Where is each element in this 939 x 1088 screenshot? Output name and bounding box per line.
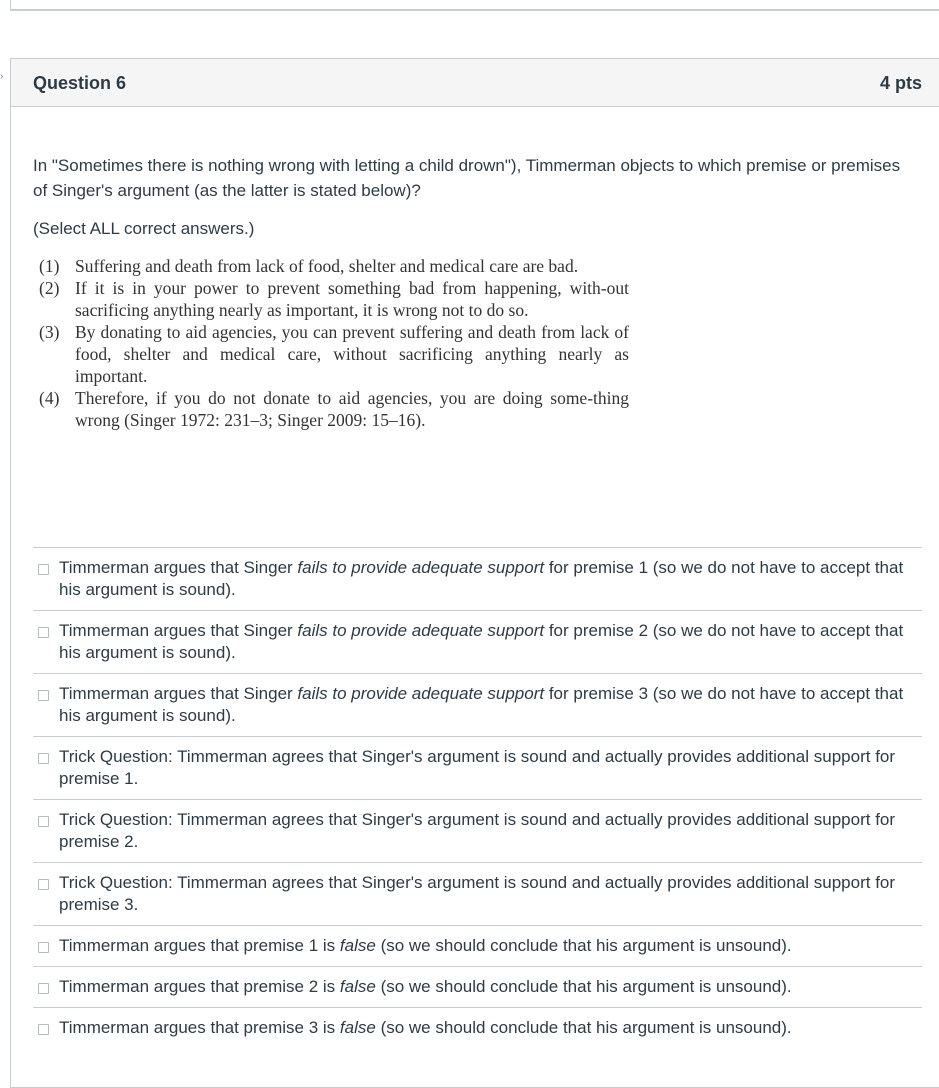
question-title: Question 6 xyxy=(33,73,127,93)
answer-checkbox[interactable] xyxy=(38,942,49,953)
answer-label: Timmerman argues that premise 2 is false (so we should conclude that his argument is unsound). xyxy=(59,977,792,996)
answer-label: Timmerman argues that premise 3 is false (so we should conclude that his argument is unsound). xyxy=(59,1018,792,1037)
answer-checkbox[interactable] xyxy=(38,983,49,994)
premise-number: (3) xyxy=(39,322,60,342)
premise-item xyxy=(39,255,629,277)
answer-list xyxy=(33,547,922,1048)
answer-option-4[interactable] xyxy=(33,736,922,799)
answer-option-2[interactable] xyxy=(33,610,922,673)
answer-option-6[interactable] xyxy=(33,862,922,925)
question-instruction: (Select ALL correct answers.) xyxy=(33,219,255,238)
question-header xyxy=(11,59,939,107)
question-card xyxy=(10,58,939,1088)
answer-label: Trick Question: Timmerman agrees that Singer's argument is sound and actually provides additional support for premise 3. xyxy=(59,873,896,914)
answer-checkbox[interactable] xyxy=(38,816,49,827)
answer-checkbox[interactable] xyxy=(38,690,49,701)
question-prompt: In "Sometimes there is nothing wrong with letting a child drown"), Timmerman objects to which premise or premises of Singer's argument (as the latter is stated below)? xyxy=(33,156,901,200)
premise-text: Therefore, if you do not donate to aid agencies, you are doing some-thing wrong (Singer 1972: 231–3; Singer 2009: 15–16). xyxy=(75,388,629,430)
premise-text: Suffering and death from lack of food, shelter and medical care are bad. xyxy=(75,256,579,276)
answer-label: Timmerman argues that Singer fails to provide adequate support for premise 3 (so we do not have to accept that his argument is sound). xyxy=(59,684,904,725)
premises-image xyxy=(39,255,629,431)
premise-text: By donating to aid agencies, you can prevent suffering and death from lack of food, shelter and medical care, without sacrificing anything nearly as important. xyxy=(75,322,629,386)
answer-option-1[interactable] xyxy=(33,547,922,610)
answer-label: Trick Question: Timmerman agrees that Singer's argument is sound and actually provides additional support for premise 2. xyxy=(59,810,896,851)
premise-item xyxy=(39,387,629,431)
answer-checkbox[interactable] xyxy=(38,1024,49,1035)
answer-checkbox[interactable] xyxy=(38,753,49,764)
premise-number: (1) xyxy=(39,256,60,276)
premise-number: (4) xyxy=(39,388,60,408)
question-points: 4 pts xyxy=(879,73,922,93)
question-body xyxy=(11,107,939,431)
answer-label: Timmerman argues that Singer fails to provide adequate support for premise 1 (so we do not have to accept that his argument is sound). xyxy=(59,558,904,599)
premise-text: If it is in your power to prevent something bad from happening, with-out sacrificing anything nearly as important, it is wrong not to do so. xyxy=(75,278,629,320)
premise-item xyxy=(39,277,629,321)
answer-label: Trick Question: Timmerman agrees that Singer's argument is sound and actually provides additional support for premise 1. xyxy=(59,747,896,788)
question-nav-marker: › xyxy=(0,71,4,82)
answer-option-5[interactable] xyxy=(33,799,922,862)
previous-question-card xyxy=(10,0,939,11)
answer-label: Timmerman argues that Singer fails to provide adequate support for premise 2 (so we do not have to accept that his argument is sound). xyxy=(59,621,904,662)
answer-checkbox[interactable] xyxy=(38,564,49,575)
answer-option-7[interactable] xyxy=(33,925,922,966)
answer-checkbox[interactable] xyxy=(38,879,49,890)
premise-item xyxy=(39,321,629,387)
answer-option-8[interactable] xyxy=(33,966,922,1007)
answer-option-9[interactable] xyxy=(33,1007,922,1048)
premise-number: (2) xyxy=(39,278,60,298)
answer-option-3[interactable] xyxy=(33,673,922,736)
answer-label: Timmerman argues that premise 1 is false (so we should conclude that his argument is unsound). xyxy=(59,936,792,955)
answer-checkbox[interactable] xyxy=(38,627,49,638)
